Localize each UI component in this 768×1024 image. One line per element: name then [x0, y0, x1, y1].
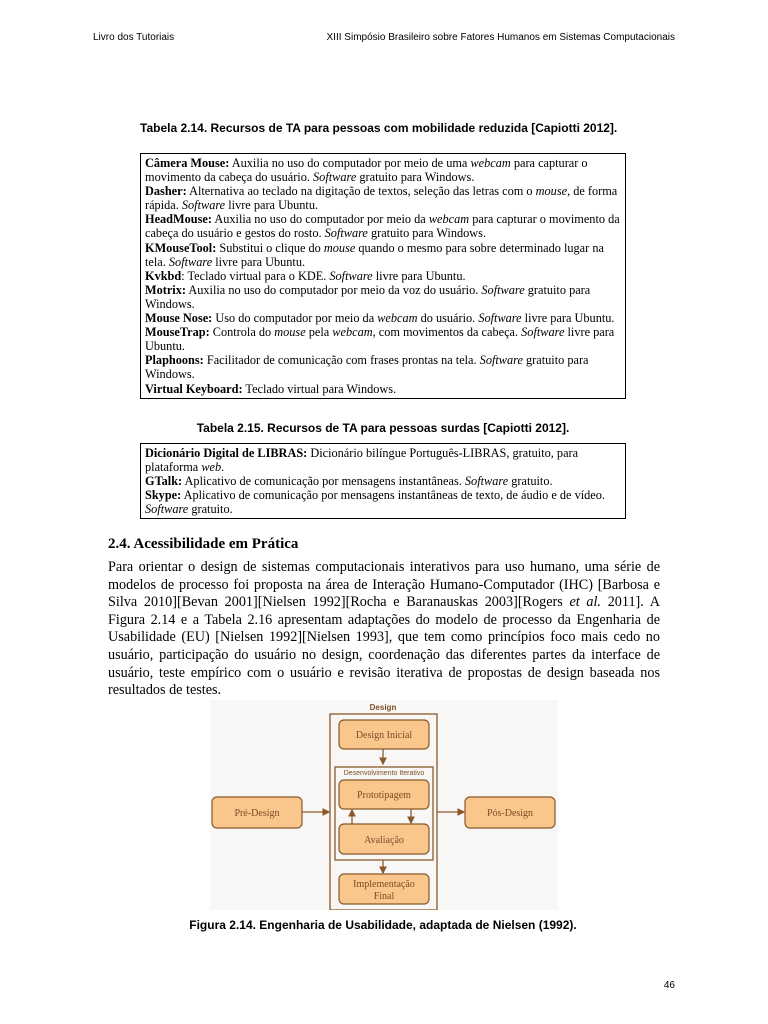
paragraph-text: Para orientar o design de sistemas computacionais interativos para uso humano, uma série de modelos de processo foi proposta na área de Interação Humano-Computador (IHC) [Barbosa e Silva 2010][Bevan 2001][Nielsen 1992][Rocha e Baranauskas 2003][Rogers	[108, 559, 660, 611]
entry-text: , com movimentos da cabeça.	[372, 325, 522, 340]
iterative-label: Desenvolvimento Iterativo	[343, 770, 425, 777]
entry-text: webcam	[377, 311, 418, 326]
table-2-14-caption: Tabela 2.14. Recursos de TA para pessoas com mobilidade reduzida [Capiotti 2012].	[140, 121, 618, 135]
implementacao-final-label: Final	[373, 891, 395, 902]
paragraph-text-italic: et al.	[569, 594, 601, 611]
entry-text: Aplicativo de comunicação por mensagens instantâneas.	[182, 474, 465, 489]
entry-term: Mouse Nose:	[145, 311, 213, 326]
entry-text: gratuito.	[188, 502, 233, 517]
entry-text: Teclado virtual para Windows.	[242, 381, 397, 396]
entry-text: webcam	[332, 325, 373, 340]
entry-text: Auxilia no uso do computador por meio de uma	[229, 156, 471, 170]
entry-term: GTalk:	[145, 474, 183, 489]
entry-term: Skype:	[145, 488, 182, 503]
entry-text: livre para Ubuntu.	[372, 268, 466, 283]
entry-text: Software	[464, 474, 509, 489]
entry-text: .	[221, 460, 225, 475]
page-number: 46	[663, 980, 675, 991]
entry-text: Auxilia no uso do computador por meio da	[211, 212, 429, 227]
entry-text: Software	[313, 170, 357, 185]
entry-text: : Teclado virtual para o KDE.	[181, 268, 330, 283]
table-entry	[145, 184, 621, 212]
entry-term: MouseTrap:	[145, 325, 210, 340]
entry-text: Controla do	[209, 325, 275, 340]
table-entry	[145, 156, 621, 184]
table-2-15-caption: Tabela 2.15. Recursos de TA para pessoas surdas [Capiotti 2012].	[196, 421, 570, 435]
implementacao-label: Implementação	[353, 879, 415, 890]
entry-text: Substitui o clique do	[216, 240, 324, 255]
table-entry	[145, 269, 621, 283]
table-entry	[145, 212, 621, 240]
entry-text: do usuário.	[417, 311, 479, 326]
entry-text: para capturar o movimento da cabeça do usuário.	[145, 156, 588, 185]
entry-text: Software	[479, 353, 523, 368]
figure-caption: Figura 2.14. Engenharia de Usabilidade, adaptada de Nielsen (1992).	[189, 918, 577, 932]
usability-engineering-diagram	[210, 700, 558, 910]
section-heading: 2.4. Acessibilidade em Prática	[108, 536, 299, 552]
entry-term: Câmera Mouse:	[145, 156, 230, 170]
pre-design-label: Pré-Design	[234, 808, 280, 819]
entry-text: Aplicativo de comunicação por mensagens instantâneas de texto, de áudio e de vídeo.	[181, 488, 605, 503]
entry-text: livre para Ubuntu.	[225, 198, 319, 213]
running-header-right: XIII Simpósio Brasileiro sobre Fatores Humanos em Sistemas Computacionais	[326, 32, 675, 43]
entry-term: Dicionário Digital de LIBRAS:	[145, 446, 308, 460]
prototipagem-label: Prototipagem	[357, 790, 411, 801]
entry-term: Plaphoons:	[145, 353, 204, 368]
entry-text: mouse	[323, 240, 356, 255]
table-entry	[145, 353, 621, 381]
entry-text: pela	[305, 325, 333, 340]
entry-term: Virtual Keyboard:	[145, 381, 243, 396]
pos-design-label: Pós-Design	[486, 808, 534, 819]
entry-text: livre para Ubuntu.	[145, 325, 615, 354]
entry-text: Software	[481, 282, 525, 297]
entry-text: Software	[145, 502, 189, 517]
entry-text: gratuito para Windows.	[145, 353, 589, 382]
entry-text: quando o mesmo para sobre determinado lugar na tela.	[145, 240, 604, 269]
entry-term: Kvkbd	[145, 268, 182, 283]
entry-text: mouse	[274, 325, 306, 340]
entry-text: Facilitador de comunicação com frases prontas na tela.	[203, 353, 480, 368]
entry-text: Uso do computador por meio da	[212, 311, 378, 326]
entry-text: Software	[521, 325, 565, 340]
entry-text: Dicionário bilíngue Português-LIBRAS, gratuito, para plataforma	[145, 446, 579, 475]
entry-text: Auxilia no uso do computador por meio da voz do usuário.	[185, 282, 482, 297]
table-2-15	[140, 443, 626, 519]
table-2-14	[140, 153, 626, 399]
entry-text: web	[201, 460, 222, 475]
entry-text: gratuito para Windows.	[367, 226, 487, 241]
entry-text: Software	[324, 226, 368, 241]
entry-text: livre para Ubuntu.	[521, 311, 615, 326]
entry-text: webcam	[428, 212, 470, 227]
entry-text: mouse	[535, 184, 568, 199]
entry-text: gratuito para Windows.	[145, 282, 591, 311]
entry-term: KMouseTool:	[145, 240, 217, 255]
table-entry	[145, 382, 621, 396]
entry-text: gratuito.	[508, 474, 553, 489]
table-entry	[145, 241, 621, 269]
entry-text: webcam	[470, 156, 511, 170]
entry-text: , de forma rápida.	[145, 184, 618, 213]
running-header-left: Livro dos Tutoriais	[93, 32, 175, 43]
table-entry	[145, 446, 621, 474]
table-entry	[145, 325, 621, 353]
entry-term: HeadMouse:	[145, 212, 212, 227]
entry-text: Software	[181, 198, 226, 213]
paragraph-text: 2011]. A Figura 2.14 e a Tabela 2.16 apresentam adaptações do modelo de processo da Engenharia de Usabilidade (EU) [Nielsen 1992][Nielsen 1993], que tem como princípios foco mais cedo no usuário, participação do usuário no design, coordenação das diferentes partes da interface de usuário, teste empírico com o usuário e revisão iterativa de propostas de design baseada nos resultados de testes.	[108, 594, 660, 699]
entry-text: Alternativa ao teclado na digitação de textos, seleção das letras com o	[186, 184, 536, 199]
entry-text: Software	[329, 268, 373, 283]
table-entry	[145, 488, 621, 516]
table-entry	[145, 311, 621, 325]
entry-text: Software	[478, 311, 522, 326]
entry-term: Dasher:	[145, 184, 187, 199]
entry-text: gratuito para Windows.	[356, 170, 475, 185]
design-label: Design	[369, 703, 397, 712]
entry-term: Motrix:	[145, 282, 186, 297]
entry-text: livre para Ubuntu.	[212, 254, 306, 269]
entry-text: para capturar o movimento da cabeça do usuário e gestos do rosto.	[145, 212, 620, 241]
table-entry	[145, 283, 621, 311]
entry-text: Software	[168, 254, 213, 269]
design-inicial-label: Design Inicial	[355, 730, 413, 741]
section-paragraph	[108, 559, 660, 700]
table-entry	[145, 474, 621, 488]
avaliacao-label: Avaliação	[364, 835, 404, 846]
